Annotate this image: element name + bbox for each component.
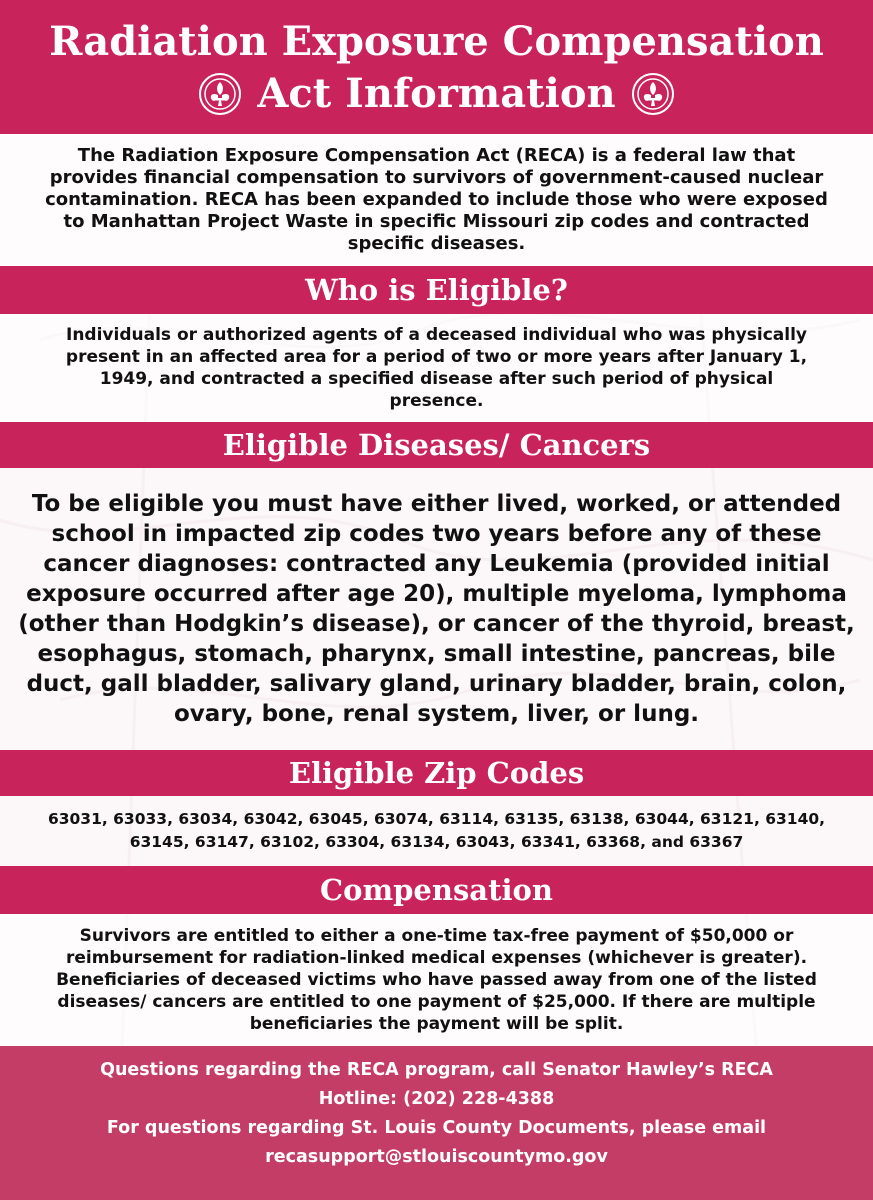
eligibility-heading: Who is Eligible?	[0, 266, 873, 314]
eligibility-section	[0, 314, 873, 422]
fleur-de-lis-icon	[630, 71, 676, 117]
fleur-de-lis-icon	[197, 71, 243, 117]
footer-email-link[interactable]: recasupport@stlouiscountymo.gov	[265, 1147, 608, 1167]
page-title-line2: Act Information	[257, 70, 616, 117]
compensation-heading: Compensation	[0, 866, 873, 914]
zip-codes-heading: Eligible Zip Codes	[0, 750, 873, 796]
title-banner	[0, 0, 873, 134]
intro-section	[0, 134, 873, 266]
footer-hotline-line1: Questions regarding the RECA program, call Senator Hawley’s RECA	[100, 1060, 773, 1080]
footer-hotline-line2: Hotline: (202) 228-4388	[318, 1089, 555, 1109]
diseases-text: To be eligible you must have either lived, worked, or attended school in impacted zip codes two years before any of these cancer diagnoses: contracted any Leukemia (provided initial exposure occurred after age 20), multiple myeloma, lymphoma (other than Hodgkin’s disease), or cancer of the thyroid, breast, esophagus, stomach, pharynx, small intestine, pancreas, bile duct, gall bladder, salivary gland, urinary bladder, brain, colon, ovary, bone, renal system, liver, or lung.	[18, 491, 855, 727]
footer-email-line1: For questions regarding St. Louis County Documents, please email	[106, 1118, 767, 1138]
diseases-section	[0, 468, 873, 750]
compensation-text: Survivors are entitled to either a one-time tax-free payment of $50,000 or reimbursement for radiation-linked medical expenses (whichever is greater). Beneficiaries of deceased victims who have passed away from one of the listed diseases/ cancers are entitled to one payment of $25,000. If there are multiple beneficiaries the payment will be split.	[56, 926, 817, 1034]
eligibility-text: Individuals or authorized agents of a deceased individual who was physically present in an affected area for a period of two or more years after January 1, 1949, and contracted a specified disease after such period of physical presence.	[65, 325, 808, 411]
contact-footer	[0, 1046, 873, 1200]
diseases-heading: Eligible Diseases/ Cancers	[0, 422, 873, 468]
page-title-line1: Radiation Exposure Compensation	[49, 18, 824, 65]
intro-text: The Radiation Exposure Compensation Act (RECA) is a federal law that provides financial compensation to survivors of government-caused nuclear contamination. RECA has been expanded to include those who were exposed to Manhattan Project Waste in specific Missouri zip codes and contracted specific diseases.	[45, 145, 828, 254]
zip-codes-text: 63031, 63033, 63034, 63042, 63045, 63074, 63114, 63135, 63138, 63044, 63121, 63140, 63145, 63147, 63102, 63304, 63134, 63043, 63341, 63368, and 63367	[47, 810, 826, 851]
compensation-section	[0, 914, 873, 1046]
zip-codes-section	[0, 796, 873, 866]
